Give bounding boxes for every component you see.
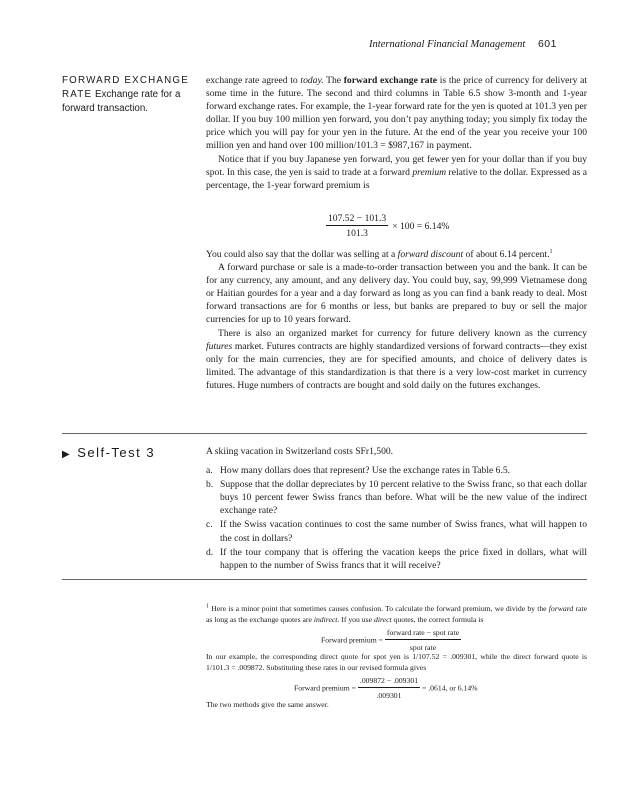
p5-emphasis: futures bbox=[206, 340, 233, 352]
footnote-paragraph-3: The two methods give the same answer. bbox=[206, 700, 329, 709]
forward-premium-equation bbox=[206, 213, 587, 245]
self-test-item bbox=[206, 464, 587, 477]
running-head bbox=[369, 38, 557, 50]
p1-emphasis: today. bbox=[300, 75, 324, 86]
paragraph-2 bbox=[206, 153, 587, 192]
fn-text-d: quotes, the correct formula is bbox=[391, 615, 484, 624]
footnote-marker: 1 bbox=[549, 248, 553, 255]
p1-text-a: exchange rate agreed to bbox=[206, 75, 301, 86]
self-test-block bbox=[206, 445, 587, 573]
self-test-title: Self-Test 3 bbox=[77, 445, 156, 460]
self-test-item bbox=[206, 478, 587, 517]
divider-bottom bbox=[62, 579, 587, 580]
running-head-title: International Financial Management bbox=[369, 39, 526, 50]
formula-b-numerator: .009872 − .009301 bbox=[358, 675, 420, 688]
item-label: a. bbox=[206, 465, 213, 477]
formula-b-fraction bbox=[358, 675, 420, 701]
item-text: Suppose that the dollar depreciates by 10 percent relative to the Swiss franc, so that each dollar buys 10 percent fewer Swiss francs than before. What will be the new value of the indirect exchange rate? bbox=[220, 479, 587, 517]
self-test-label bbox=[62, 445, 155, 460]
p5-text-b: market. Futures contracts are highly standardized versions of forward contracts—they exist only for the main currencies, they are for specified amounts, and choice of delivery dates is limited. The advantage of this standardization is that there is a very low-cost market in currency futures. Huge numbers of contracts are bought and sold daily on the futures exchanges. bbox=[206, 340, 587, 391]
p3-emphasis: forward discount bbox=[397, 249, 464, 260]
margin-definition-text: Exchange rate for a forward transaction. bbox=[62, 89, 181, 114]
key-term-forward-exchange-rate: forward exchange rate bbox=[343, 75, 438, 86]
p1-text-b: The bbox=[323, 75, 344, 86]
item-label: c. bbox=[206, 519, 213, 531]
self-test-questions bbox=[206, 464, 587, 572]
footnote-number: 1 bbox=[206, 603, 209, 610]
p3-text-b: of about 6.14 percent. bbox=[463, 249, 550, 260]
paragraph-4: A forward purchase or sale is a made-to-order transaction between you and the bank. It can be for any currency, any amount, and any delivery day. You could buy, say, 99,999 Vietnamese dong or Haitian gourdes for a year and a day forward as long as you can find a bank ready to deal. Most forward transactions are for 6 months or less, but banks are prepared to buy or sell the major currencies for up to 10 years forward. bbox=[206, 262, 587, 326]
divider-top bbox=[62, 433, 587, 434]
footnote-formula-b bbox=[206, 673, 587, 699]
equation-denominator: 101.3 bbox=[346, 228, 368, 239]
fn-text-a: Here is a minor point that sometimes causes confusion. To calculate the forward premium, we divide by the bbox=[209, 604, 549, 613]
triangle-marker-icon: ▶ bbox=[62, 449, 72, 460]
paragraph-1 bbox=[206, 74, 587, 153]
fn-emphasis-c: direct bbox=[373, 615, 392, 624]
self-test-item bbox=[206, 518, 587, 544]
formula-a-numerator: forward rate − spot rate bbox=[385, 627, 461, 640]
p2-emphasis: premium bbox=[412, 166, 447, 178]
self-test-item bbox=[206, 546, 587, 572]
equation-result: × 100 = 6.14% bbox=[392, 220, 450, 232]
p1-text-c: is the price of currency for delivery at some time in the future. The second and third columns in Table 6.5 show 3-month and 1-year forward exchange rates. For example, the 1-year forward rate for the yen is quoted at 101.3 yen per dollar. If you buy 100 million yen forward, you don’t pay anything today; you simply fix today the price which you will pay for your yen in the future. At the end of the year you receive your 100 million yen and hand over 100 million/101.3 = $987,167 in payment. bbox=[206, 75, 587, 152]
equation-numerator: 107.52 − 101.3 bbox=[328, 213, 387, 224]
formula-a-lhs: Forward premium = bbox=[321, 635, 383, 645]
body-block-1 bbox=[206, 74, 587, 192]
formula-a-denominator: spot rate bbox=[409, 643, 437, 652]
p5-text-a: There is also an organized market for currency for future delivery known as the currency bbox=[218, 327, 587, 339]
fn-emphasis-b: indirect. bbox=[313, 615, 340, 624]
paragraph-5 bbox=[206, 327, 587, 392]
fn-emphasis-a: forward bbox=[548, 604, 574, 613]
p2-text-b: relative to the dollar. Expressed as a percentage, the 1-year forward premium is bbox=[206, 166, 587, 191]
footnote-formula-a bbox=[206, 625, 587, 651]
footnote-paragraph-2: In our example, the corresponding direct quote for spot yen is 1/107.52 = .009301, while the direct forward quote is 1/101.3 = .009872. Substituting these rates in our revised formula gives bbox=[206, 652, 587, 672]
formula-b-result: = .0614, or 6.14% bbox=[421, 683, 478, 693]
formula-a-fraction bbox=[385, 627, 461, 653]
fn-text-b: rate as long as the exchange quotes are bbox=[206, 604, 587, 624]
paragraph-3 bbox=[206, 248, 587, 261]
footnote-paragraph-1 bbox=[206, 603, 587, 625]
margin-term: FORWARD EXCHANGE RATE bbox=[62, 75, 189, 100]
item-text: How many dollars does that represent? Use the exchange rates in Table 6.5. bbox=[220, 465, 511, 477]
item-text: If the tour company that is offering the vacation keeps the price fixed in dollars, what will happen to the number of Swiss francs that it will receive? bbox=[220, 546, 587, 571]
equation-fraction bbox=[326, 213, 388, 239]
body-block-2 bbox=[206, 248, 587, 392]
page-number: 601 bbox=[537, 38, 557, 50]
margin-definition bbox=[62, 74, 202, 116]
formula-b-denominator: .009301 bbox=[376, 691, 402, 700]
formula-b-lhs: Forward premium = bbox=[294, 683, 356, 693]
item-label: b. bbox=[206, 479, 214, 491]
p3-text-a: You could also say that the dollar was selling at a bbox=[206, 249, 398, 260]
footnote bbox=[206, 603, 587, 710]
fn-text-c: If you use bbox=[339, 615, 374, 624]
item-label: d. bbox=[206, 546, 214, 558]
p2-text-a: Notice that if you buy Japanese yen forward, you get fewer yen for your dollar than if you buy spot. In this case, the yen is said to trade at a forward bbox=[206, 153, 587, 178]
item-text: If the Swiss vacation continues to cost the same number of Swiss francs, what will happen to the cost in dollars? bbox=[220, 519, 587, 544]
self-test-intro: A skiing vacation in Switzerland costs SFr1,500. bbox=[206, 446, 394, 457]
